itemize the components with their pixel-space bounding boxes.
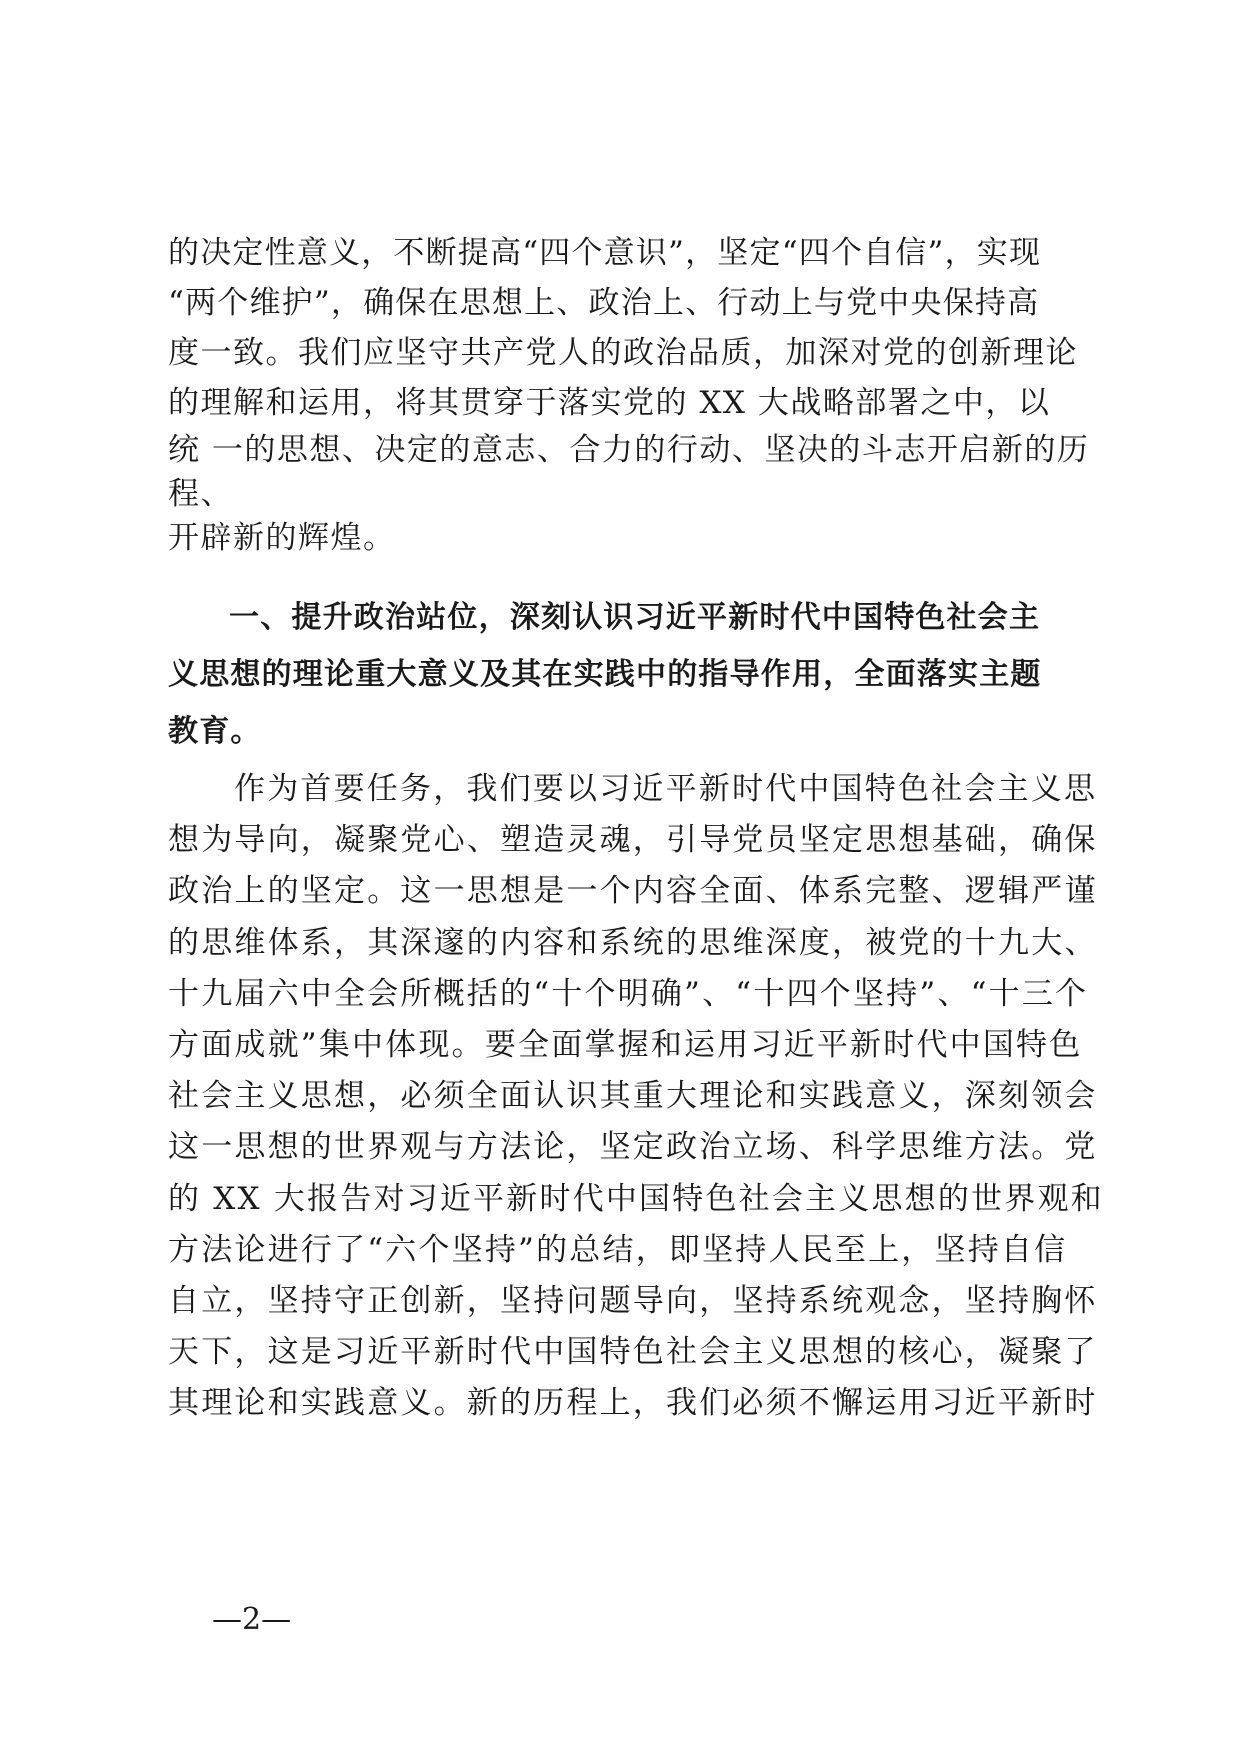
paragraph-line: 作为首要任务，我们要以习近平新时代中国特色社会主义思 [234,771,1098,807]
paragraph-line: 的决定性意义，不断提高“四个意识”，坚定“四个自信”，实现 [168,235,1042,271]
paragraph-line: 的理解和运用，将其贯穿于落实党的 XX 大战略部署之中，以 [168,385,1051,421]
heading-line: 教育。 [168,714,262,749]
paragraph-line: 方法论进行了“六个坚持”的总结，即坚持人民至上，坚持自信 [168,1231,1068,1268]
paragraph-line: 统 一的思想、决定的意志、合力的行动、坚决的斗志开启新的历 [168,432,1090,468]
paragraph-line: 政治上的坚定。这一思想是一个内容全面、体系完整、逻辑严谨 [168,873,1098,910]
body-paragraph [168,764,1104,1429]
paragraph-line: 其理论和实践意义。新的历程上，我们必须不懈运用习近平新时 [168,1385,1098,1422]
paragraph-line: 自立，坚持守正创新，坚持问题导向，坚持系统观念，坚持胸怀 [168,1282,1098,1319]
paragraph-line: 社会主义思想，必须全面认识其重大理论和实践意义，深刻领会 [168,1078,1098,1115]
paragraph-line: 程、 [168,476,233,512]
paragraph-line: 的 XX 大报告对习近平新时代中国特色社会主义思想的世界观和 [168,1180,1104,1217]
paragraph-line: 天下，这是习近平新时代中国特色社会主义思想的核心，凝聚了 [168,1334,1098,1371]
paragraph-line: 方面成就”集中体现。要全面掌握和运用习近平新时代中国特色 [168,1026,1083,1063]
section-heading [168,589,1088,760]
heading-line: 一、提升政治站位，深刻认识习近平新时代中国特色社会主 [229,600,1041,635]
paragraph-line: “两个维护”，确保在思想上、政治上、行动上与党中央保持高 [168,285,1040,321]
paragraph-line: 度一致。我们应坚守共产党人的政治品质，加深对党的创新理论 [168,335,1078,371]
paragraph-line: 想为导向，凝聚党心、塑造灵魂，引导党员坚定思想基础，确保 [168,822,1098,859]
paragraph-line: 的思维体系，其深邃的内容和系统的思维深度，被党的十九大、 [168,924,1098,961]
paragraph-line: 开辟新的辉煌。 [168,520,396,556]
paragraph-line: 这一思想的世界观与方法论，坚定政治立场、科学思维方法。党 [168,1129,1098,1166]
paragraph-line: 十九届六中全会所概括的“十个明确”、“十四个坚持”、“十三个 [168,975,1089,1012]
heading-line: 义思想的理论重大意义及其在实践中的指导作用，全面落实主题 [168,657,1042,692]
page-number: —2— [212,1602,292,1637]
intro-paragraph [168,228,1088,560]
